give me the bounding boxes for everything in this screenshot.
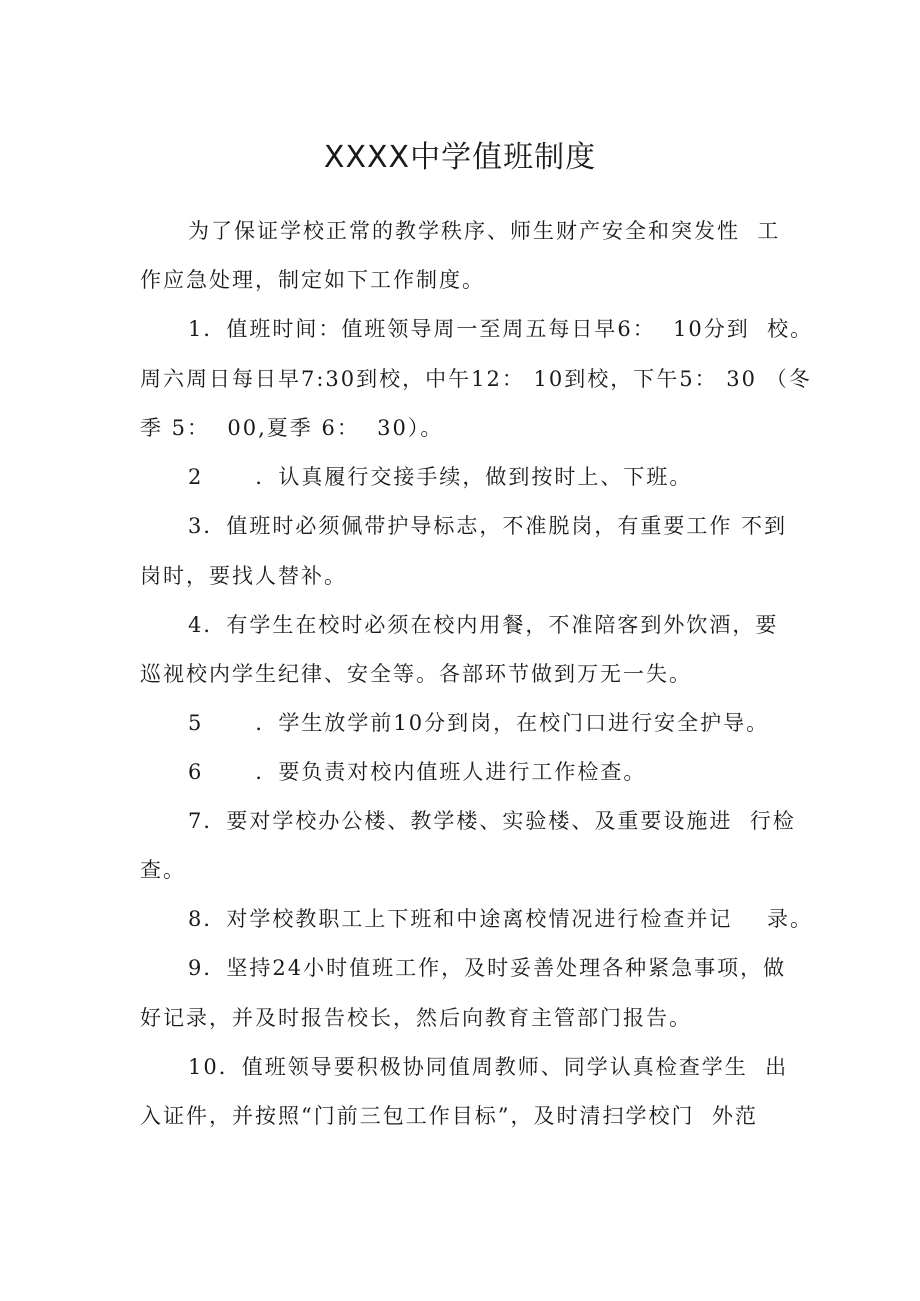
paragraph-line: 5 ．学生放学前10分到岗，在校门口进行安全护导。	[188, 711, 770, 735]
paragraph-line: 9．坚持24小时值班工作，及时妥善处理各种紧急事项，做	[188, 956, 787, 980]
paragraph-line: 周六周日每日早7:30到校，中午12： 10到校，下午5： 30 （冬	[140, 367, 812, 391]
paragraph-line: 岗时，要找人替补。	[140, 564, 347, 588]
paragraph-line: 3．值班时必须佩带护导标志，不准脱岗，有重要工作 不到	[188, 514, 788, 538]
paragraph-line: 好记录，并及时报告校长，然后向教育主管部门报告。	[140, 1006, 692, 1030]
paragraph-line: 1．值班时间：值班领导周一至周五每日早6： 10分到 校。	[188, 317, 814, 341]
paragraph-line: 入证件，并按照“门前三包工作目标”，及时清扫学校门 外范	[140, 1104, 758, 1128]
paragraph-line: 10．值班领导要积极协同值周教师、同学认真检查学生 出	[188, 1055, 789, 1079]
paragraph-line: 8．对学校教职工上下班和中途离校情况进行检查并记 录。	[188, 907, 814, 931]
paragraph-line: 为了保证学校正常的教学秩序、师生财产安全和突发性 工	[188, 219, 781, 243]
paragraph-line: 6 ．要负责对校内值班人进行工作检查。	[188, 760, 647, 784]
paragraph-line: 作应急处理，制定如下工作制度。	[140, 268, 485, 292]
paragraph-line: 季 5： 00,夏季 6： 30）。	[140, 416, 444, 440]
paragraph-line: 4．有学生在校时必须在校内用餐，不准陪客到外饮酒，要	[188, 613, 779, 637]
paragraph-line: 查。	[140, 858, 186, 882]
paragraph-line: 7．要对学校办公楼、教学楼、实验楼、及重要设施进 行检	[188, 809, 796, 833]
page-title: XXXX中学值班制度	[323, 140, 597, 175]
paragraph-line: 2 ．认真履行交接手续，做到按时上、下班。	[188, 465, 693, 489]
paragraph-line: 巡视校内学生纪律、安全等。各部环节做到万无一失。	[140, 662, 692, 686]
